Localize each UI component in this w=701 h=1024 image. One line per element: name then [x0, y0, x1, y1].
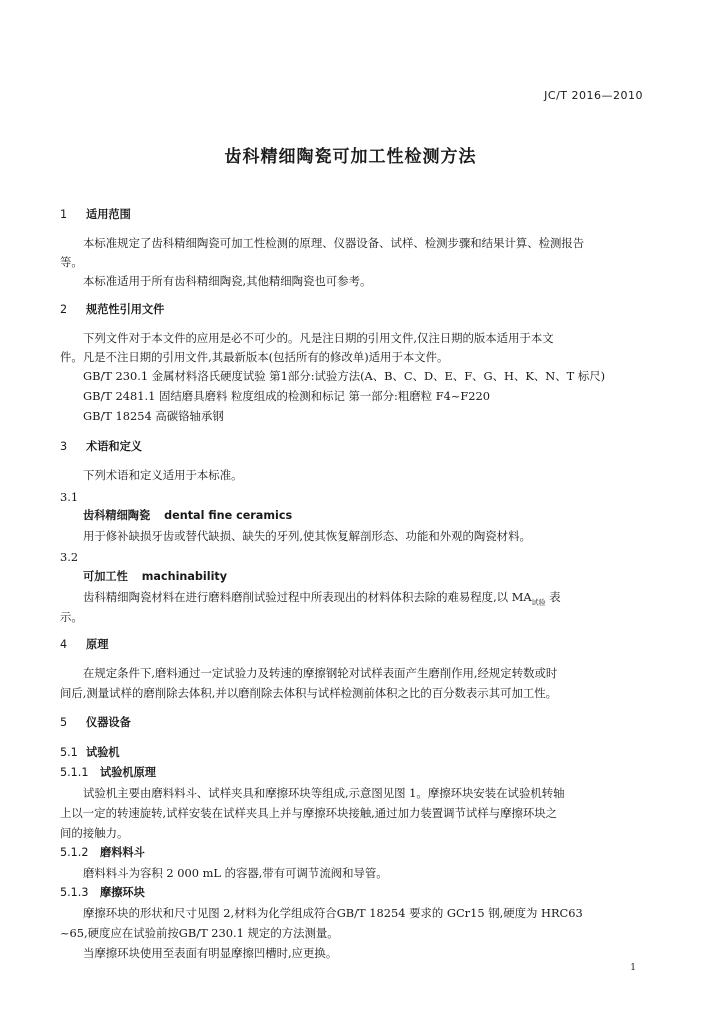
s512-para: 磨料料斗为容积 2 000 mL 的容器,带有可调节流阀和导管。	[83, 866, 388, 880]
section-3-heading: 3 术语和定义	[60, 440, 142, 453]
section-5-1-3-heading: 5.1.3 摩擦环块	[60, 886, 145, 899]
section-5-1-1-heading: 5.1.1 试验机原理	[60, 766, 156, 779]
s1-para-line2: 等。	[60, 255, 83, 269]
s1-para2: 本标准适用于所有齿科精细陶瓷,其他精细陶瓷也可参考。	[83, 274, 372, 288]
s2-para-line2: 件。凡是不注日期的引用文件,其最新版本(包括所有的修改单)适用于本文件。	[60, 350, 449, 364]
term-3-2-definition-line1: 齿科精细陶瓷材料在进行磨料磨削试验过程中所表现出的材料体积去除的难易程度,以 $MA_{试验}$ 表	[83, 590, 561, 607]
term-3-1-heading: 齿科精细陶瓷 dental fine ceramics	[83, 509, 293, 522]
s513-para-line2: ~65,硬度应在试验前按GB/T 230.1 规定的方法测量。	[60, 926, 339, 940]
reference-item: GB/T 2481.1 固结磨具磨料 粒度组成的检测和标记 第一部分:粗磨粒 F4~F220	[83, 389, 491, 403]
term-3-1-definition: 用于修补缺损牙齿或替代缺损、缺失的牙列,使其恢复解剖形态、功能和外观的陶瓷材料。	[83, 529, 531, 543]
s2-para-line1: 下列文件对于本文件的应用是必不可少的。凡是注日期的引用文件,仅注日期的版本适用于本文	[83, 331, 554, 345]
section-2-heading: 2 规范性引用文件	[60, 303, 165, 316]
document-title: 齿科精细陶瓷可加工性检测方法	[224, 147, 477, 167]
section-5-1-2-heading: 5.1.2 磨料料斗	[60, 846, 145, 859]
term-3-1-number: 3.1	[60, 490, 79, 504]
s513-para-line3: 当摩擦环块使用至表面有明显摩擦凹槽时,应更换。	[83, 946, 338, 960]
term-3-2-heading: 可加工性 machinability	[83, 570, 228, 583]
section-1-heading: 1 适用范围	[60, 208, 131, 221]
term-3-2-definition-line2: 示。	[60, 610, 83, 624]
s3-para: 下列术语和定义适用于本标准。	[83, 468, 243, 482]
s511-para-line2: 上以一定的转速旋转,试样安装在试样夹具上并与摩擦环块接触,通过加力装置调节试样与摩擦环块之	[60, 806, 558, 820]
s511-para-line1: 试验机主要由磨料料斗、试样夹具和摩擦环块等组成,示意图见图 1。摩擦环块安装在试验机转轴	[83, 786, 565, 800]
page-number: 1	[630, 963, 636, 973]
standard-code: JC/T 2016—2010	[544, 89, 643, 102]
s1-para-line1: 本标准规定了齿科精细陶瓷可加工性检测的原理、仪器设备、试样、检测步骤和结果计算、检测报告	[83, 236, 585, 250]
s4-para-line1: 在规定条件下,磨料通过一定试验力及转速的摩擦钢轮对试样表面产生磨削作用,经规定转数或时	[83, 666, 558, 680]
s511-para-line3: 间的接触力。	[60, 826, 129, 840]
section-5-1-heading: 5.1 试验机	[60, 746, 120, 759]
reference-item: GB/T 18254 高碳铬轴承钢	[83, 409, 224, 423]
s4-para-line2: 间后,测量试样的磨削除去体积,并以磨削除去体积与试样检测前体积之比的百分数表示其可加工性。	[60, 686, 558, 700]
reference-item: GB/T 230.1 金属材料洛氏硬度试验 第1部分:试验方法(A、B、C、D、E、F、G、H、K、N、T 标尺)	[83, 369, 606, 383]
section-4-heading: 4 原理	[60, 638, 109, 651]
term-3-2-number: 3.2	[60, 550, 79, 564]
section-5-heading: 5 仪器设备	[60, 716, 131, 729]
s513-para-line1: 摩擦环块的形状和尺寸见图 2,材料为化学组成符合GB/T 18254 要求的 GCr15 钢,硬度为 HRC63	[83, 906, 583, 920]
